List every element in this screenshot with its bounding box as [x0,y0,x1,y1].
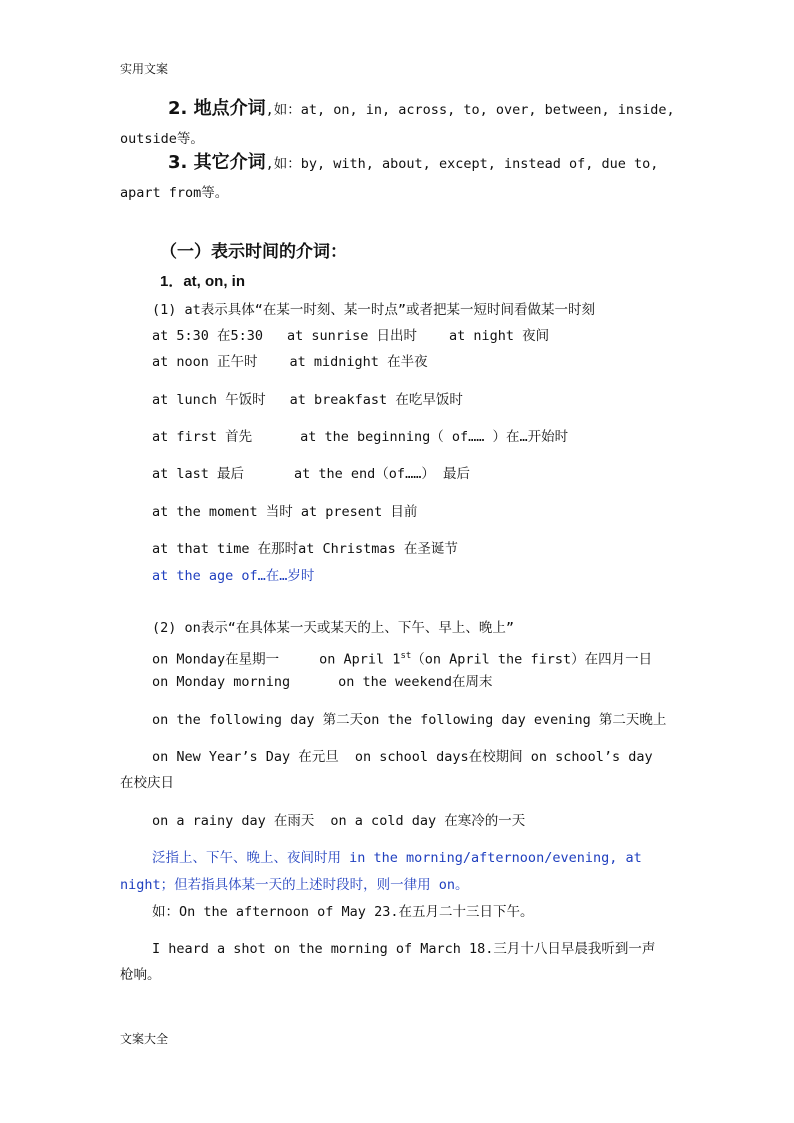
item-2-continuation: outside等。 [120,131,204,147]
sub-title: 1．at, on, in [160,273,246,290]
at-phrase: at midnight 在半夜 [289,354,428,370]
item-2-title: 2. 地点介词 [168,98,266,119]
on-phrase: on a rainy day 在雨天 [152,813,315,829]
on-phrase: on New Year’s Day 在元旦 [152,749,339,765]
on-phrase: on Monday morning [152,674,291,690]
at-age-line: at the age of…在…岁时 [152,568,315,584]
example-2-continuation: 枪响。 [120,967,161,983]
at-phrase: at night 夜间 [448,328,550,344]
page-footer: 文案大全 [120,1032,169,1046]
at-line-6: at the moment 当时 at present 目前 [152,504,418,520]
page-header: 实用文案 [120,62,169,76]
item-3-continuation: apart from等。 [120,185,229,201]
example-1: 如：On the afternoon of May 23.在五月二十三日下午。 [152,904,534,920]
at-phrase: at 5:30 在5:30 [152,328,264,344]
on-line-2 [152,673,492,691]
at-phrase: at sunrise 日出时 [287,328,417,344]
at-phrase: at breakfast 在吃早饭时 [289,392,463,408]
at-phrase: at the end（of……） 最后 [294,466,470,482]
section-title: （一）表示时间的介词： [160,242,347,262]
intro-item-2 [168,100,675,119]
at-line-7: at that time 在那时at Christmas 在圣诞节 [152,541,458,557]
on-phrase: on a cold day 在寒冷的一天 [330,813,526,829]
item-3-title: 3. 其它介词 [168,152,266,173]
at-line-2 [152,353,428,371]
on-line-4-continuation: 在校庆日 [120,775,174,791]
on-line-5 [152,812,525,830]
at-line-3 [152,391,463,409]
usage-note-line-2: night；但若指具体某一天的上述时段时，则一律用 on。 [120,877,469,893]
at-phrase: at noon 正午时 [152,354,258,370]
on-phrase: （on April the first）在四月一日 [411,651,653,668]
on-line-4 [152,748,653,766]
on-description: (2) on表示“在具体某一天或某天的上、下午、早上、晚上” [152,620,515,636]
on-phrase: on the weekend在周末 [338,674,493,690]
usage-note-line-1: 泛指上、下午、晚上、夜间时用 in the morning/afternoon/evening, at [152,850,642,866]
at-line-5 [152,465,470,483]
on-line-1 [152,647,652,669]
at-line-1 [152,327,549,345]
at-phrase: at first 首先 [152,429,253,445]
ordinal-suffix: st [400,651,412,661]
at-description: (1) at表示具体“在某一时刻、某一时点”或者把某一短时间看做某一时刻 [152,302,596,318]
at-phrase: at last 最后 [152,466,245,482]
intro-item-3 [168,154,658,173]
item-2-text: ,如：at, on, in, across, to, over, between, inside, [265,102,675,118]
on-phrase: on April 1 [319,651,401,668]
at-phrase: at the beginning（ of…… ）在…开始时 [300,429,569,445]
at-phrase: at lunch 午饭时 [152,392,266,408]
on-line-3: on the following day 第二天on the following day evening 第二天晚上 [152,712,667,728]
on-phrase: on school days在校期间 on school’s day [354,749,653,765]
example-2: I heard a shot on the morning of March 18.三月十八日早晨我听到一声 [152,941,656,957]
on-phrase: on Monday在星期一 [152,651,280,668]
at-line-4 [152,428,568,446]
item-3-text: ,如：by, with, about, except, instead of, due to, [265,156,659,172]
